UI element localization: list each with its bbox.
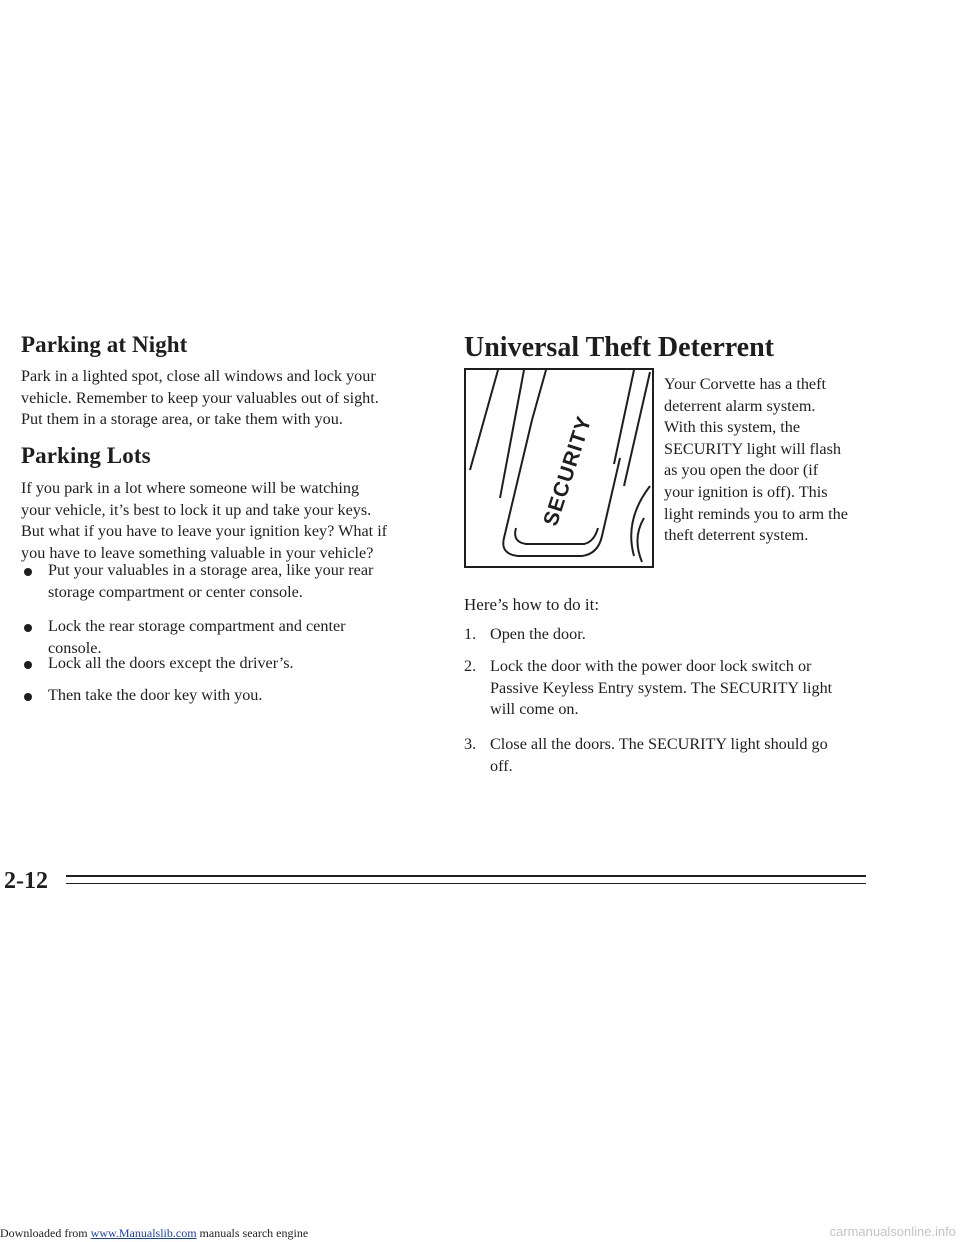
heading-parking-at-night: Parking at Night [21,332,188,357]
text-line: Put your valuables in a storage area, like your rear [48,561,374,579]
download-suffix: manuals search engine [196,1226,309,1240]
security-label: SECURITY [539,413,597,529]
bullet-item [48,653,294,675]
text-line: SECURITY light will flash [664,439,842,458]
text-line: you have to leave something valuable in your vehicle? [21,543,374,562]
text-line: console. [48,638,102,657]
step-item [490,656,832,721]
text-line: your vehicle, it’s best to lock it up and take your keys. [21,500,372,519]
watermark-text: carmanualsonline.info [829,1224,956,1239]
text-line: storage compartment or center console. [48,582,303,601]
step-item [490,734,828,777]
text-line: If you park in a lot where someone will be watching [21,479,360,497]
text-line: vehicle. Remember to keep your valuables out of sight. [21,388,379,407]
bullet-dot [24,568,32,576]
paragraph-parking-lots [21,478,451,564]
step-number: 2. [464,657,477,675]
bullet-item [48,685,262,707]
how-to-intro: Here’s how to do it: [464,595,600,614]
security-light-illustration [464,368,654,568]
text-line: Park in a lighted spot, close all windows and lock your [21,367,376,385]
text-line: theft deterrent system. [664,526,809,545]
text-line: But what if you have to leave your ignition key? What if [21,522,388,541]
bullet-list-continued [21,653,451,723]
step-number: 1. [464,625,477,643]
text-line: Open the door. [490,625,586,643]
paragraph-theft-intro [664,374,894,547]
bullet-dot [24,624,32,632]
security-light-drawing [464,368,654,568]
manualslib-link[interactable]: www.Manualslib.com [90,1226,197,1240]
footer-rule-bottom [66,883,866,884]
text-line: Passive Keyless Entry system. The SECURITY light [490,678,833,697]
heading-parking-lots: Parking Lots [21,443,151,468]
heading-universal-theft-deterrent: Universal Theft Deterrent [464,332,774,363]
text-line: as you open the door (if [664,461,819,480]
text-line: Lock the rear storage compartment and center [48,617,346,635]
text-line: With this system, the [664,418,801,437]
text-line: Lock the door with the power door lock switch or [490,657,812,675]
page-number: 2-12 [4,868,48,894]
download-prefix: Downloaded from [0,1226,91,1240]
text-line: light reminds you to arm the [664,504,848,523]
bullet-dot [24,661,32,669]
text-line: Lock all the doors except the driver’s. [48,654,294,672]
text-line: will come on. [490,700,579,719]
footer-rule-top [66,875,866,877]
text-line: off. [490,756,513,775]
paragraph-parking-at-night [21,366,451,431]
text-line: Then take the door key with you. [48,686,263,704]
step-number: 3. [464,735,477,753]
text-line: deterrent alarm system. [664,396,816,415]
step-item [490,624,586,646]
text-line: Close all the doors. The SECURITY light should go [490,735,828,753]
text-line: Put them in a storage area, or take them with you. [21,410,343,429]
steps-list [464,624,894,774]
download-bar [0,1226,308,1241]
bullet-item [48,560,373,603]
bullet-dot [24,693,32,701]
text-line: Your Corvette has a theft [664,375,827,393]
text-line: your ignition is off). This [664,482,828,501]
